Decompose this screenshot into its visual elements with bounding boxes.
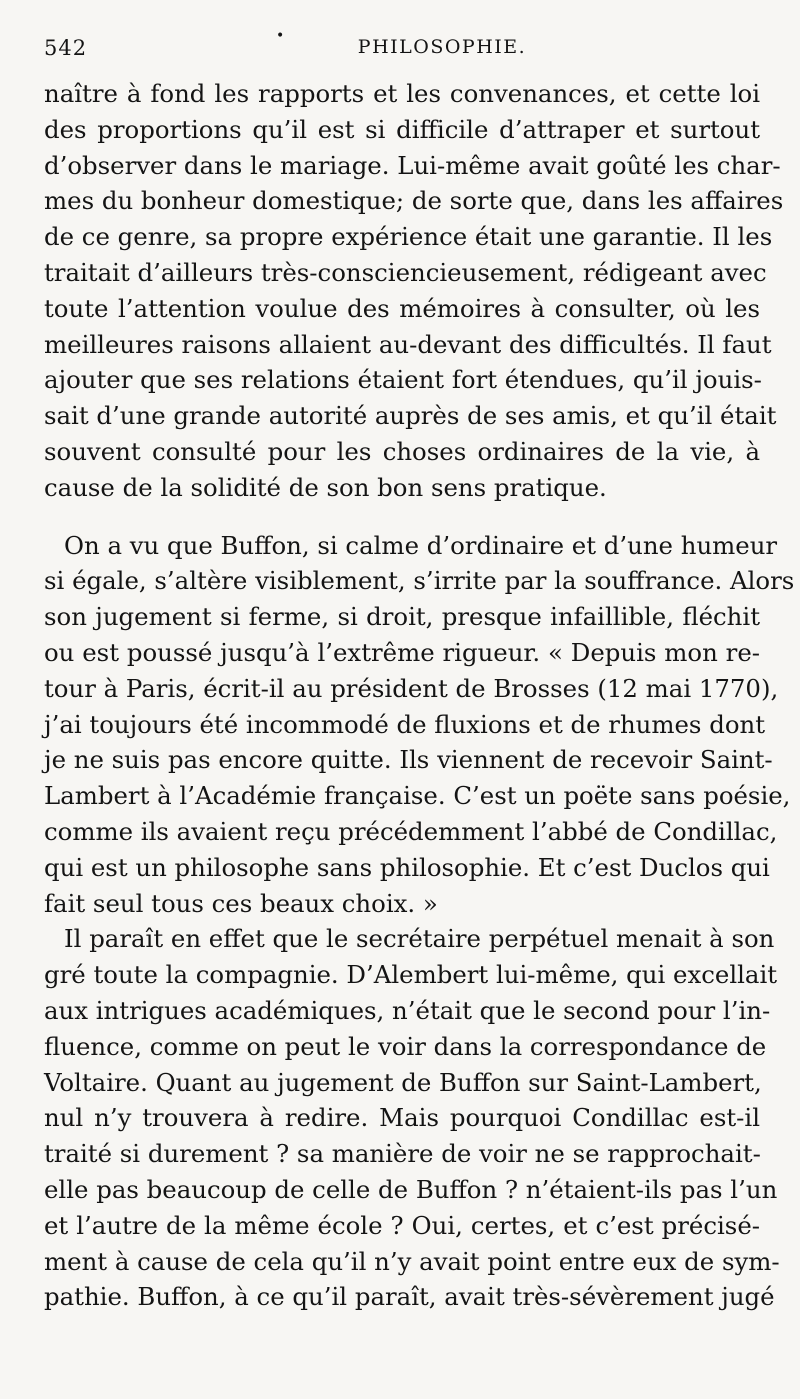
running-title: PHILOSOPHIE.	[357, 36, 527, 58]
text-line: aux intrigues académiques, n’était que le second pour l’in-	[44, 995, 771, 1025]
text-line: meilleures raisons allaient au-devant des difficultés. Il faut	[44, 329, 772, 359]
text-line: toute l’attention voulue des mémoires à consulter, où les	[44, 293, 760, 323]
text-line: je ne suis pas encore quitte. Ils viennent de recevoir Saint-	[44, 745, 773, 775]
text-line: si égale, s’altère visiblement, s’irrite par la souffrance. Alors	[44, 566, 795, 596]
text-line: Il paraît en effet que le secrétaire perpétuel menait à son	[64, 924, 775, 954]
text-line: qui est un philosophe sans philosophie. Et c’est Duclos qui	[44, 852, 770, 882]
text-line: Voltaire. Quant au jugement de Buffon sur Saint-Lambert,	[44, 1067, 762, 1097]
text-line: comme ils avaient reçu précédemment l’abbé de Condillac,	[44, 816, 778, 846]
text-line: cause de la solidité de son bon sens pratique.	[44, 472, 607, 502]
page-number: 542	[44, 36, 88, 60]
text-line: gré toute la compagnie. D’Alembert lui-même, qui excellait	[44, 960, 778, 990]
page-header	[44, 28, 760, 76]
text-line: souvent consulté pour les choses ordinaires de la vie, à	[44, 436, 760, 466]
text-line: nul n’y trouvera à redire. Mais pourquoi Condillac est-il	[44, 1103, 760, 1133]
text-line: pathie. Buffon, à ce qu’il paraît, avait très-sévèrement jugé	[44, 1282, 775, 1312]
text-line: et l’autre de la même école ? Oui, certes, et c’est précisé-	[44, 1210, 760, 1240]
page-body	[44, 76, 795, 1315]
text-line: fluence, comme on peut le voir dans la correspondance de	[44, 1031, 767, 1061]
printer-mark: •	[276, 28, 285, 44]
text-line: tour à Paris, écrit-il au président de Brosses (12 mai 1770),	[44, 673, 779, 703]
text-line: On a vu que Buffon, si calme d’ordinaire et d’une humeur	[64, 530, 778, 560]
text-line: de ce genre, sa propre expérience était une garantie. Il les	[44, 222, 773, 252]
text-line: mes du bonheur domestique; de sorte que, dans les affaires	[44, 186, 784, 216]
paragraph	[44, 528, 795, 922]
text-line: d’observer dans le mariage. Lui-même avait goûté les char-	[44, 150, 781, 180]
text-line: naître à fond les rapports et les convenances, et cette loi	[44, 79, 760, 108]
text-line: ajouter que ses relations étaient fort étendues, qu’il jouis-	[44, 365, 762, 395]
text-line: des proportions qu’il est si difficile d’attraper et surtout	[44, 114, 760, 144]
paragraph	[44, 921, 780, 1315]
text-line: ou est poussé jusqu’à l’extrême rigueur. « Depuis mon re-	[44, 637, 760, 667]
text-line: fait seul tous ces beaux choix. »	[44, 888, 438, 918]
paragraph	[44, 76, 784, 506]
paragraph-gap	[44, 506, 760, 528]
text-line: traité si durement ? sa manière de voir ne se rapprochait-	[44, 1139, 761, 1169]
text-line: Lambert à l’Académie française. C’est un poëte sans poésie,	[44, 781, 791, 811]
text-line: ment à cause de cela qu’il n’y avait point entre eux de sym-	[44, 1246, 780, 1276]
text-line: elle pas beaucoup de celle de Buffon ? n’étaient-ils pas l’un	[44, 1174, 778, 1204]
text-line: sait d’une grande autorité auprès de ses amis, et qu’il était	[44, 401, 777, 431]
text-line: son jugement si ferme, si droit, presque infaillible, fléchit	[44, 602, 760, 632]
text-line: j’ai toujours été incommodé de fluxions et de rhumes dont	[44, 709, 766, 739]
text-line: traitait d’ailleurs très-consciencieusement, rédigeant avec	[44, 257, 767, 287]
